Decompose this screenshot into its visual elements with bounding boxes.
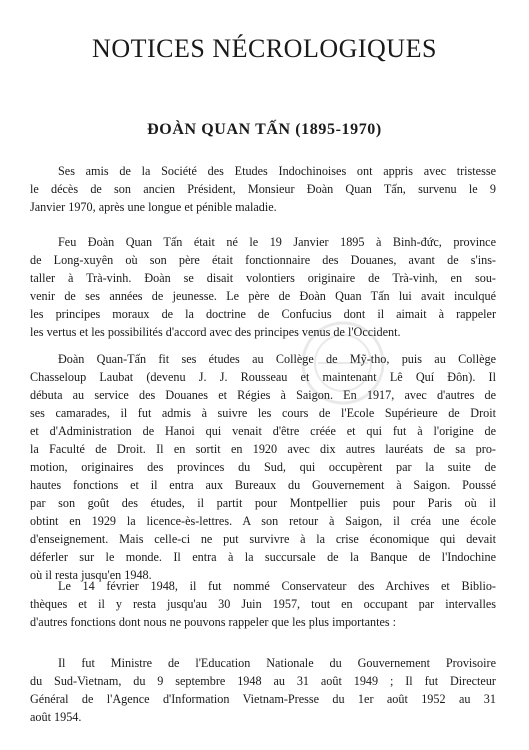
text-line: Il fut Ministre de l'Education Nationale du Gouvernement Provisoire <box>58 656 496 670</box>
text-line: les principes moraux de la doctrine de Confucius dont il aimait à rappeler <box>30 307 496 321</box>
text-line: Général de l'Agence d'Information Vietnam-Presse du 1er août 1952 au 31 <box>30 692 496 706</box>
obituary-title: ĐOÀN QUAN TẤN (1895-1970) <box>147 121 382 138</box>
text-line: d'enseignement. Mais celle-ci ne put survivre à la crise économique qui devait <box>30 532 496 546</box>
text-line: motion, originaires des provinces du Sud, qui occupèrent par la suite de <box>30 460 496 474</box>
paragraph-1 <box>30 162 496 216</box>
text-line: par son goût des études, il partit pour Montpellier puis pour Paris où il <box>30 496 496 510</box>
text-line: Feu Đoàn Quan Tấn était né le 19 Janvier 1895 à Binh-đức, province <box>58 235 496 249</box>
text-line: venir de ses années de jeunesse. Le père de Đoàn Quan Tấn lui avait inculqué <box>30 289 496 303</box>
text-line: taller à Trà-vinh. Đoàn se disait volontiers originaire de Trà-vinh, en sou- <box>30 271 496 285</box>
text-line: la Faculté de Droit. Il en sortit en 1920 avec dix autres lauréats de sa pro- <box>30 442 496 456</box>
text-line: obtint en 1929 la licence-ès-lettres. A son retour à Saigon, il créa une école <box>30 514 496 528</box>
text-line: hautes fonctions et il entra aux Bureaux du Gouvernement à Saigon. Poussé <box>30 478 496 492</box>
text-line: ses camarades, il fut admis à suivre les cours de l'Ecole Supérieure de Droit <box>30 406 496 420</box>
paragraph-5 <box>30 654 496 726</box>
text-line: débuta au service des Douanes et Régies à Saigon. En 1917, avec d'autres de <box>30 388 496 402</box>
section-heading: NOTICES NÉCROLOGIQUES <box>92 34 437 63</box>
text-line: le décès de son ancien Président, Monsieur Đoàn Quan Tấn, survenu le 9 <box>30 182 496 196</box>
text-line: où il resta jusqu'en 1948. <box>30 568 152 582</box>
text-line: déferler sur le monde. Il entra à la succursale de la Banque de l'Indochine <box>30 550 496 564</box>
text-line: Le 14 février 1948, il fut nommé Conservateur des Archives et Biblio- <box>58 579 496 593</box>
text-line: août 1954. <box>30 710 82 724</box>
text-line: Chasseloup Laubat (devenu J. J. Rousseau et maintenant Lê Quí Đôn). Il <box>30 370 496 384</box>
paragraph-3 <box>30 350 496 584</box>
text-line: du Sud-Vietnam, du 9 septembre 1948 au 31 août 1949 ; Il fut Directeur <box>30 674 496 688</box>
library-stamp-icon <box>298 318 388 408</box>
text-line: les vertus et les possibilités d'accord avec des principes venus de l'Occident. <box>30 325 401 339</box>
text-line: thèques et il y resta jusqu'au 30 Juin 1957, tout en occupant par intervalles <box>30 597 496 611</box>
text-line: d'autres fonctions dont nous ne pouvons rappeler que les plus importantes : <box>30 615 397 629</box>
text-line: de Long-xuyên où son père était fonctionnaire des Douanes, avant de s'ins- <box>30 253 496 267</box>
text-line: Ses amis de la Société des Etudes Indochinoises ont appris avec tristesse <box>58 164 496 178</box>
paragraph-4 <box>30 577 496 631</box>
text-line: Janvier 1970, après une longue et pénible maladie. <box>30 200 277 214</box>
text-line: Đoàn Quan-Tấn fit ses études au Collège de Mỹ-tho, puis au Collège <box>58 352 496 366</box>
paragraph-2 <box>30 233 496 341</box>
text-line: et d'Administration de Hanoi qui venait d'être créée et qui fut à l'origine de <box>30 424 496 438</box>
